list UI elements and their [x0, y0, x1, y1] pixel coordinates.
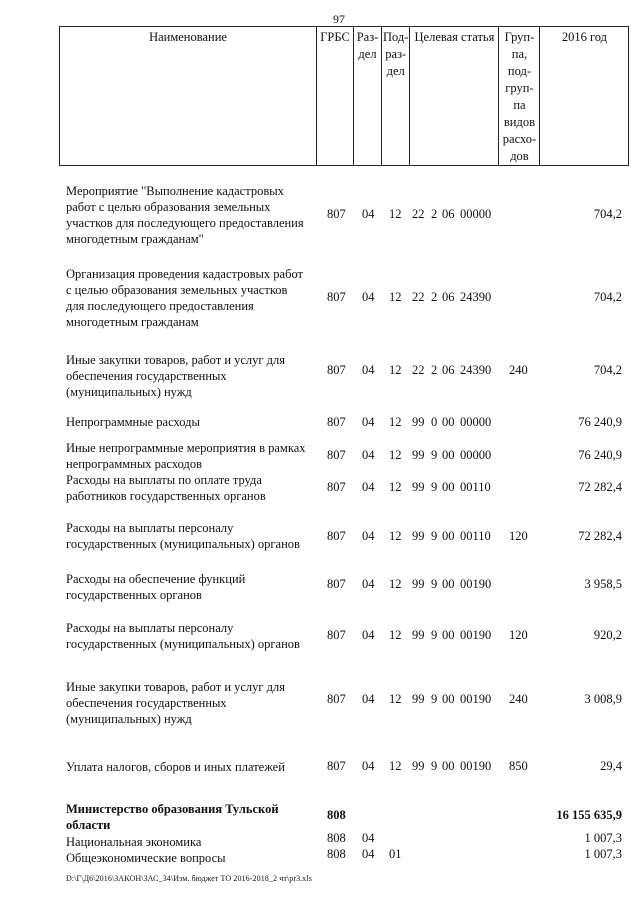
row-target-program: 99 — [412, 628, 425, 642]
row-target-main-event: 00 — [442, 692, 455, 706]
row-grbs: 807 — [327, 577, 346, 591]
row-vr: 120 — [509, 529, 528, 543]
row-razdel: 04 — [362, 577, 375, 591]
row-podrazdel: 01 — [389, 847, 402, 861]
row-razdel: 04 — [362, 415, 375, 429]
row-target-program: 99 — [412, 448, 425, 462]
row-target-main-event: 00 — [442, 577, 455, 591]
row-razdel: 04 — [362, 529, 375, 543]
header-podrazdel: Под- раз- дел — [382, 27, 410, 166]
row-razdel: 04 — [362, 759, 375, 773]
row-target-main-event: 00 — [442, 480, 455, 494]
row-amount: 72 282,4 — [578, 529, 622, 543]
row-target-direction: 00190 — [460, 692, 492, 706]
row-razdel: 04 — [362, 207, 375, 221]
row-target-direction: 00110 — [460, 529, 491, 543]
row-vr: 240 — [509, 692, 528, 706]
row-razdel: 04 — [362, 628, 375, 642]
row-target-main-event: 06 — [442, 207, 455, 221]
row-target-direction: 00190 — [460, 759, 492, 773]
row-target-program: 99 — [412, 692, 425, 706]
row-podrazdel: 12 — [389, 290, 402, 304]
row-name: Организация проведения кадастровых работ с целью образования земельных участков для последующего предоставления многодетным гражданам — [66, 267, 304, 329]
row-grbs: 807 — [327, 759, 346, 773]
row-name: Министерство образования Тульской области — [66, 802, 279, 832]
row-target-main-event: 06 — [442, 363, 455, 377]
row-vr: 850 — [509, 759, 528, 773]
row-name: Иные непрограммные мероприятия в рамках непрограммных расходов — [66, 441, 306, 471]
row-target-subprogram: 9 — [431, 692, 438, 706]
row-grbs: 807 — [327, 448, 346, 462]
row-amount: 29,4 — [600, 759, 622, 773]
page-number: 97 — [333, 12, 345, 26]
row-name: Расходы на выплаты персоналу государственных (муниципальных) органов — [66, 521, 300, 551]
row-target-program: 99 — [412, 529, 425, 543]
row-podrazdel: 12 — [389, 759, 402, 773]
row-razdel: 04 — [362, 480, 375, 494]
row-grbs: 807 — [327, 290, 346, 304]
row-razdel: 04 — [362, 692, 375, 706]
row-razdel: 04 — [362, 363, 375, 377]
row-target-program: 22 — [412, 207, 425, 221]
row-vr: 120 — [509, 628, 528, 642]
row-target-main-event: 00 — [442, 529, 455, 543]
row-name: Иные закупки товаров, работ и услуг для обеспечения государственных (муниципальных) нужд — [66, 353, 286, 399]
row-name: Расходы на выплаты персоналу государственных (муниципальных) органов — [66, 621, 300, 651]
row-podrazdel: 12 — [389, 577, 402, 591]
row-grbs: 808 — [327, 831, 346, 845]
row-amount: 3 958,5 — [584, 577, 622, 591]
row-podrazdel: 12 — [389, 529, 402, 543]
row-amount: 704,2 — [593, 207, 622, 221]
row-podrazdel: 12 — [389, 692, 402, 706]
row-target-program: 99 — [412, 759, 425, 773]
row-target-main-event: 06 — [442, 290, 455, 304]
row-amount: 1 007,3 — [584, 831, 622, 845]
row-target-subprogram: 2 — [431, 363, 438, 377]
row-amount: 920,2 — [593, 628, 622, 642]
row-podrazdel: 12 — [389, 415, 402, 429]
header-razdel: Раз- дел — [354, 27, 382, 166]
row-target-direction: 24390 — [460, 290, 492, 304]
row-amount: 704,2 — [593, 290, 622, 304]
row-target-subprogram: 0 — [431, 415, 438, 429]
row-grbs: 807 — [327, 207, 346, 221]
table-header — [59, 26, 629, 166]
row-grbs: 807 — [327, 480, 346, 494]
row-name: Национальная экономика — [66, 835, 202, 849]
row-target-direction: 00000 — [460, 448, 492, 462]
header-year: 2016 год — [540, 27, 629, 166]
row-target-direction: 24390 — [460, 363, 492, 377]
header-grbs: ГРБС — [317, 27, 354, 166]
row-target-subprogram: 9 — [431, 448, 438, 462]
row-target-program: 22 — [412, 290, 425, 304]
row-razdel: 04 — [362, 290, 375, 304]
row-podrazdel: 12 — [389, 448, 402, 462]
row-name: Уплата налогов, сборов и иных платежей — [66, 760, 285, 774]
row-podrazdel: 12 — [389, 207, 402, 221]
row-name: Иные закупки товаров, работ и услуг для обеспечения государственных (муниципальных) нужд — [66, 680, 286, 726]
row-target-main-event: 00 — [442, 448, 455, 462]
row-target-subprogram: 9 — [431, 577, 438, 591]
row-podrazdel: 12 — [389, 628, 402, 642]
header-name: Наименование — [60, 27, 317, 166]
row-target-subprogram: 9 — [431, 759, 438, 773]
row-target-direction: 00000 — [460, 415, 492, 429]
row-target-main-event: 00 — [442, 759, 455, 773]
row-name: Расходы на выплаты по оплате труда работников государственных органов — [66, 473, 266, 503]
row-podrazdel: 12 — [389, 480, 402, 494]
row-target-subprogram: 2 — [431, 290, 438, 304]
row-target-direction: 00110 — [460, 480, 491, 494]
row-name: Мероприятие "Выполнение кадастровых работ с целью образования земельных участков для последующего предоставления многодетным гражданам" — [66, 184, 304, 246]
row-grbs: 807 — [327, 529, 346, 543]
row-target-program: 99 — [412, 480, 425, 494]
row-target-subprogram: 9 — [431, 628, 438, 642]
row-target-subprogram: 9 — [431, 529, 438, 543]
row-razdel: 04 — [362, 847, 375, 861]
file-path-footer: D:\Г\Д6\2016\ЗАКОН\ЗАС_34\Изм. бюджет ТО 2016-2018_2 чт\pr3.xls — [66, 874, 312, 883]
row-name: Расходы на обеспечение функций государственных органов — [66, 572, 246, 602]
row-target-program: 99 — [412, 415, 425, 429]
row-grbs: 807 — [327, 363, 346, 377]
row-vr: 240 — [509, 363, 528, 377]
row-target-direction: 00190 — [460, 628, 492, 642]
row-name: Непрограммные расходы — [66, 415, 200, 429]
row-razdel: 04 — [362, 448, 375, 462]
row-grbs: 807 — [327, 628, 346, 642]
row-target-direction: 00000 — [460, 207, 492, 221]
header-vr: Груп- па, под- груп- па видов расхо- дов — [499, 27, 540, 166]
header-target: Целевая статья — [410, 27, 499, 166]
row-grbs: 808 — [327, 847, 346, 861]
row-target-program: 22 — [412, 363, 425, 377]
row-grbs: 807 — [327, 692, 346, 706]
row-podrazdel: 12 — [389, 363, 402, 377]
row-target-direction: 00190 — [460, 577, 492, 591]
row-name: Общеэкономические вопросы — [66, 851, 226, 865]
row-amount: 72 282,4 — [578, 480, 622, 494]
row-amount: 704,2 — [593, 363, 622, 377]
row-amount: 3 008,9 — [584, 692, 622, 706]
row-target-main-event: 00 — [442, 628, 455, 642]
row-amount: 16 155 635,9 — [556, 808, 622, 822]
row-target-subprogram: 2 — [431, 207, 438, 221]
row-target-subprogram: 9 — [431, 480, 438, 494]
row-grbs: 807 — [327, 415, 346, 429]
row-amount: 76 240,9 — [578, 415, 622, 429]
row-razdel: 04 — [362, 831, 375, 845]
row-amount: 1 007,3 — [584, 847, 622, 861]
row-amount: 76 240,9 — [578, 448, 622, 462]
row-target-main-event: 00 — [442, 415, 455, 429]
row-grbs: 808 — [327, 808, 346, 822]
row-target-program: 99 — [412, 577, 425, 591]
